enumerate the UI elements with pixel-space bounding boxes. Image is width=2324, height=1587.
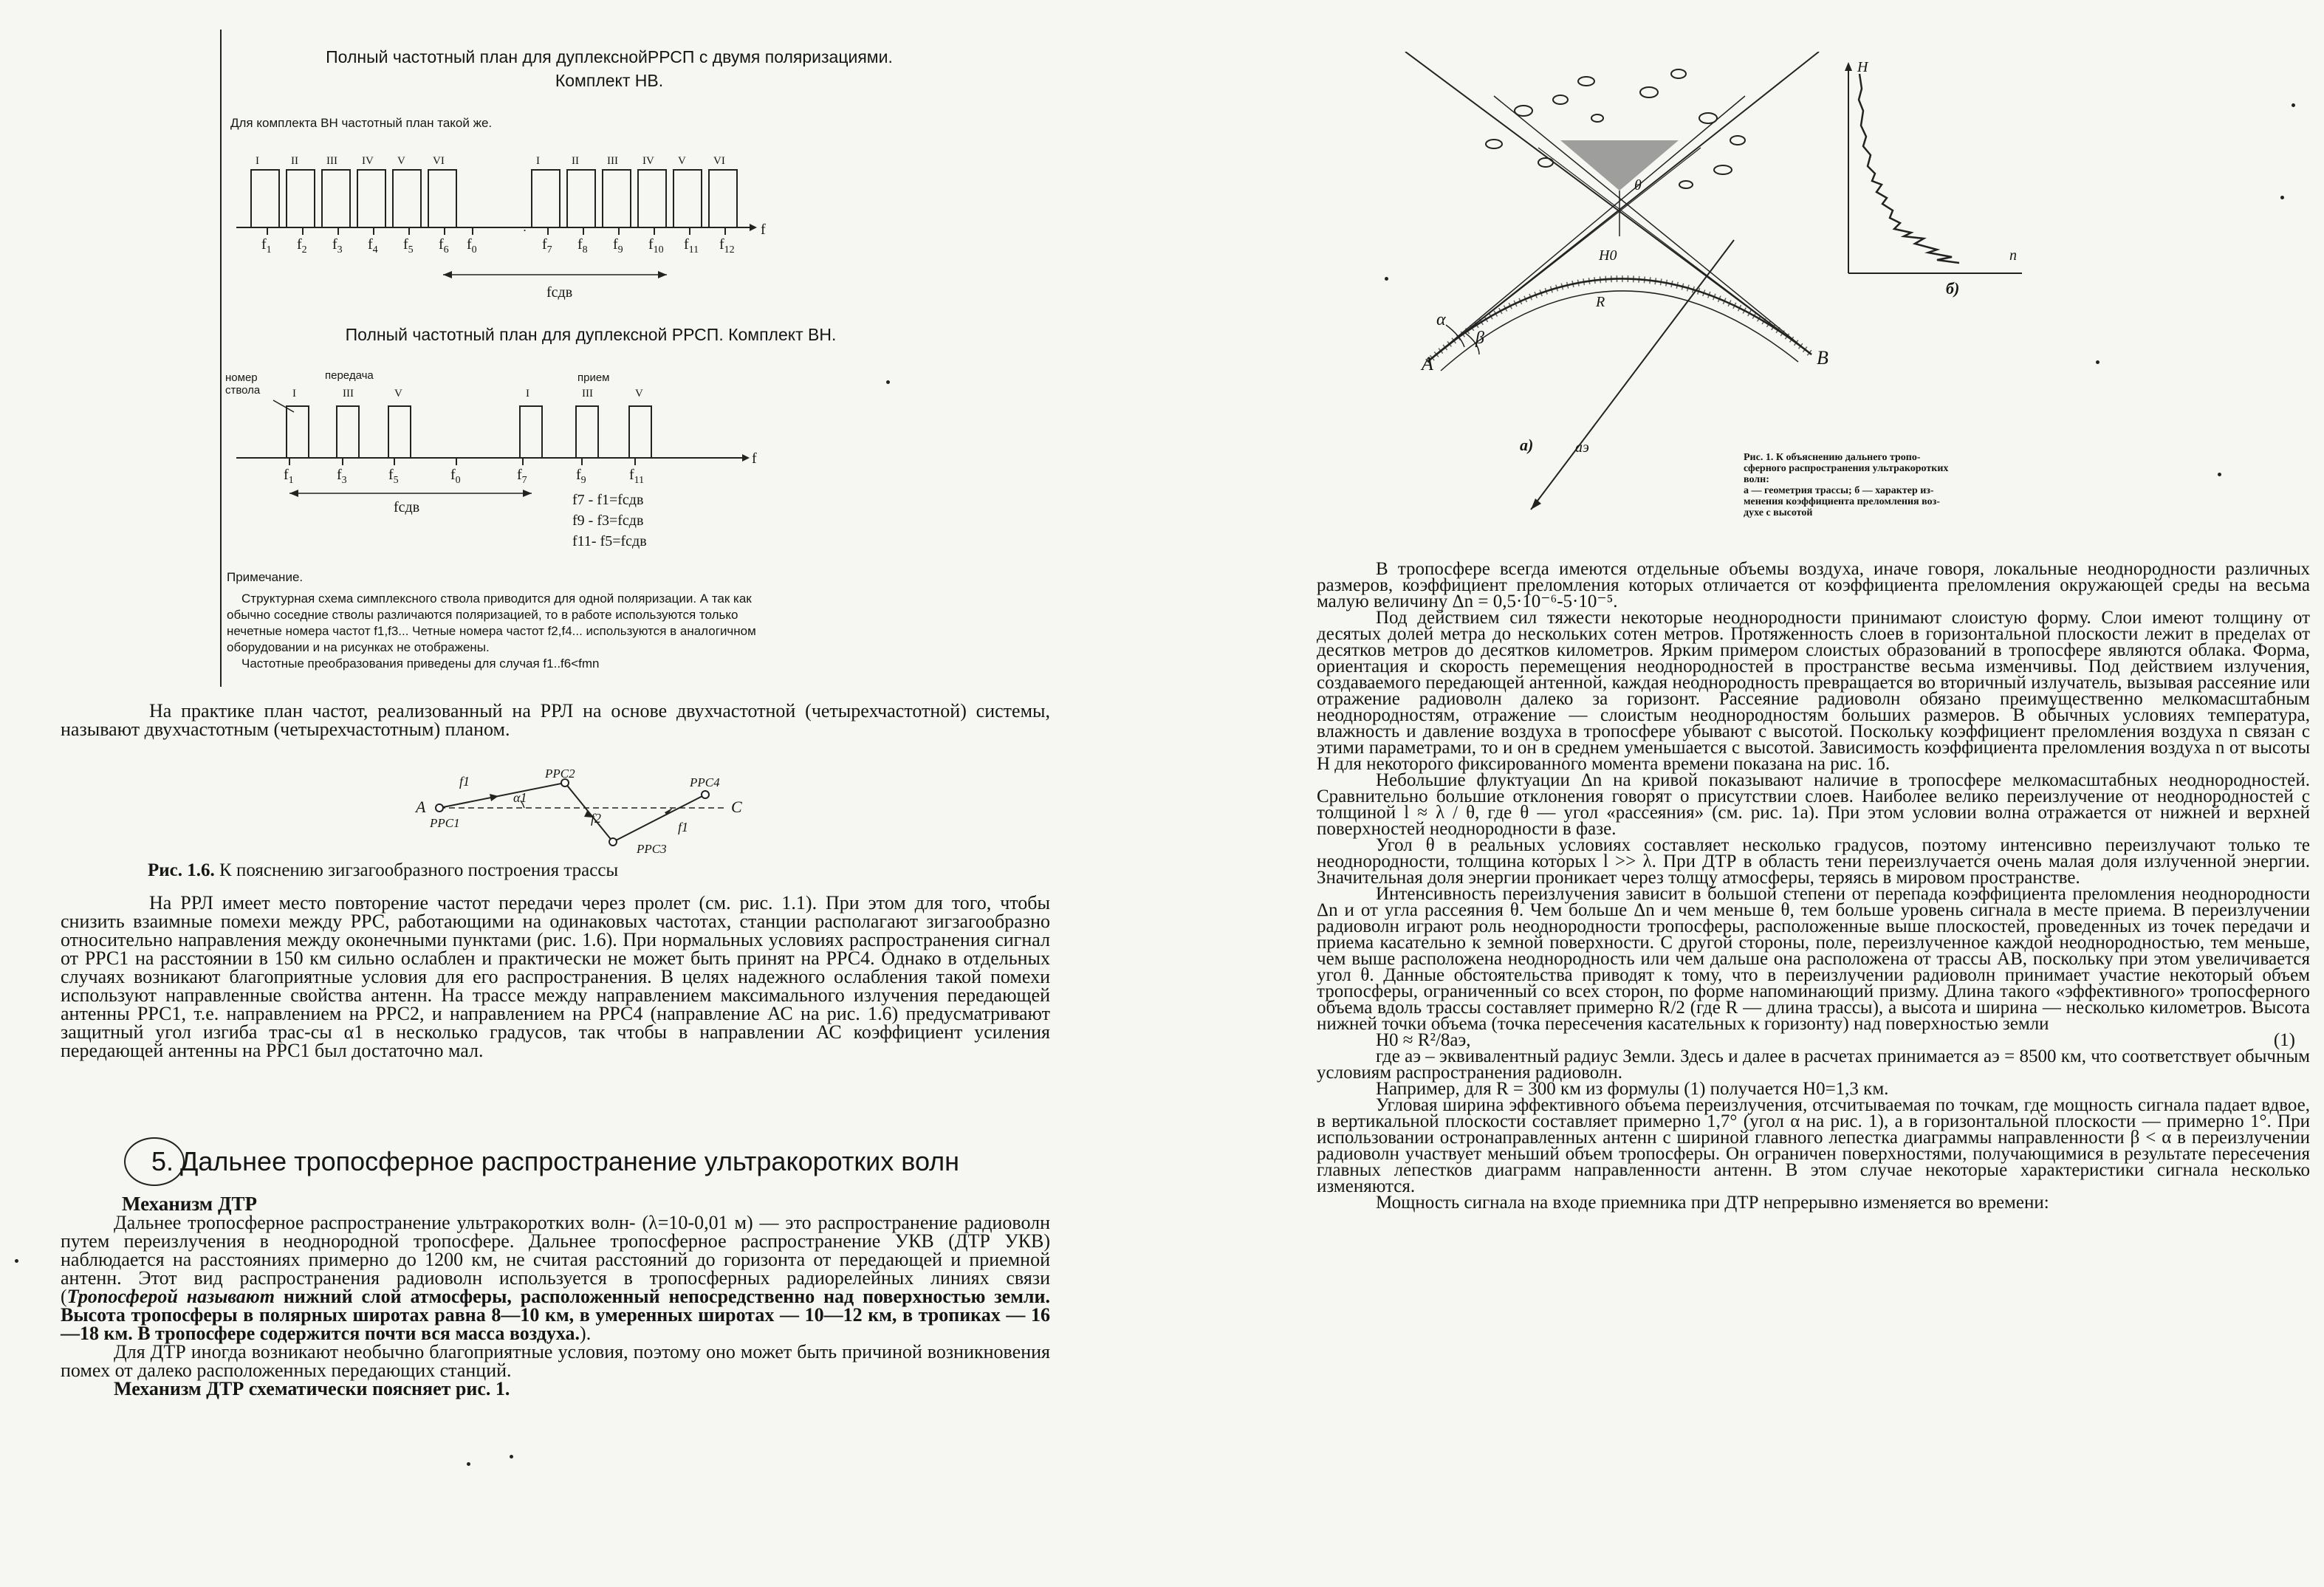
fig16-label-f2: f2 — [591, 811, 602, 826]
fig16-label-f1b: f1 — [678, 820, 689, 834]
plan1-band-label: III — [326, 155, 337, 167]
caption-line: духе с высотой — [1744, 507, 1813, 518]
fig16-label-ppc1: PPC1 — [430, 816, 460, 830]
plan1-band-label: IV — [362, 155, 374, 167]
fig1b-label-H: H — [1857, 59, 1868, 75]
fig1-caption — [1744, 452, 2054, 518]
scan-speck — [2292, 103, 2295, 107]
plan2-channel-bar — [629, 406, 651, 458]
plan1-channel-bar — [567, 170, 595, 227]
plan1-channel-bar — [603, 170, 631, 227]
scan-speck — [886, 380, 890, 384]
fig1a-label-B: B — [1817, 347, 1828, 369]
scan-speck — [2096, 360, 2100, 364]
para-plan: На практике план частот, реализованный на РРЛ на основе двухчастотной (четырехчастотной) системы, называют двухчастотным (четырехчастотным) планом. — [61, 700, 1050, 740]
mech-heading: Механизм ДТР — [122, 1193, 258, 1215]
plan1-band-label: III — [607, 155, 618, 167]
plan1-freq-label: $f_3$ — [332, 236, 343, 256]
scan-speck — [1385, 277, 1388, 281]
plan1-channel-bar — [428, 170, 456, 227]
fig1a-tag: а) — [1520, 436, 1534, 454]
plan1-freq-label: $f_2$ — [297, 236, 307, 256]
fig1b-label-n: n — [2009, 247, 2017, 264]
plan1-freq-label: $f_9$ — [613, 236, 623, 256]
scan-speck — [467, 1462, 470, 1466]
note-line: Частотные преобразования приведены для случая f1..f6<fmn — [241, 657, 600, 671]
note-line: нечетные номера частот f1,f3... Четные номера частот f2,f4... используются в аналогичном — [227, 624, 756, 638]
plan1-title-line1: Полный частотный план для дуплекснойРРСП с двумя поляризациями. — [326, 47, 893, 66]
plan1-channel-bar — [357, 170, 385, 227]
plan2-band-label: III — [343, 388, 354, 400]
plan1-channel-bar — [393, 170, 421, 227]
note-line: Структурная схема симплексного ствола приводится для одной поляризации. А так как — [241, 592, 752, 606]
plan1-axis-f: f — [761, 222, 766, 238]
plan2-label-stvola: ствола — [225, 384, 261, 397]
fig16-label-f1a: f1 — [459, 774, 470, 789]
plan2-eq: f7 - f1=fсдв — [572, 492, 644, 508]
plan1-freq-label: $f_8$ — [577, 236, 588, 256]
fig1a-label-ae: aэ — [1575, 439, 1589, 456]
plan2-label-nomer: номер — [225, 371, 258, 384]
scan-speck — [15, 1259, 18, 1263]
plan1-fsdv-label: fсдв — [546, 284, 573, 301]
para-dtr: Дальнее тропосферное распространение ультракоротких волн- (λ=10-0,01 м) — это распространение радиоволн путем переизлучения в неоднородной тропосфере. Дальнее тропосферное распространение УКВ (ДТР УКВ) наблюдается на расстояниях примерно до 1200 км, не считая расстояний до горизонта от передающей и приемной антенн. Этот вид распространения радиоволн используется в тропосферных радиорелейных линиях связи (Тропосферой называют нижний слой атмосферы, расположенный непосредственно над поверхностью земли. Высота тропосферы в полярных широтах равна 8—10 км, в умеренных широтах — 10—12 км, в тропиках — 16—18 км. В тропосфере содержится почти вся масса воздуха.). Для ДТР иногда возникают необычно благоприятные условия, поэтому оно может быть причиной возникновения помех от далеко расположенных передающих станций. Механизм ДТР схематически поясняет рис. 1. — [61, 1212, 1050, 1399]
plan2-freq-label: $f_9$ — [576, 467, 586, 486]
plan1-channel-bar — [638, 170, 666, 227]
fig1b-tag: б) — [1946, 279, 1960, 298]
plan1-channel-bar — [532, 170, 560, 227]
para-rrl: На РРЛ имеет место повторение частот передачи через пролет (см. рис. 1.1). При этом для того, чтобы снизить взаимные помехи между РРС, работающими на одинаковых частотах, станции располагают зигзагообразно относительно направления между оконечными пунктами (рис. 1.6). При нормальных условиях распространения сигнал от РРС1 на расстоянии в 150 км сильно ослаблен и практически не может быть принят на РРС4. Однако в отдельных случаях возникают благоприятные условия для его распространения. В целях надежного ослабления такой помехи используют направленные свойства антенн. На трассе между направлением максимального излучения передающей антенны РРС1, т.е. направлением на РРС2, и направлением на РРС4 (направление АС на рис. 1.6) предусматривают защитный угол изгиба трас-сы α1 в несколько градусов, так чтобы в направлении АС коэффициент усиления передающей антенны на РРС1 был достаточно мал. — [61, 892, 1050, 1061]
plan1-band-label: V — [678, 155, 686, 167]
plan2-axis-f: f — [752, 450, 757, 467]
fig1a-label-H0: H0 — [1599, 247, 1617, 264]
scan-speck — [2218, 473, 2221, 476]
plan1-band-label: IV — [642, 155, 654, 167]
plan2-label-peredacha: передача — [325, 369, 374, 382]
plan2-eq: f9 - f3=fсдв — [572, 513, 644, 529]
fig1a-label-alpha: α — [1436, 310, 1446, 329]
plan1-freq-label: $f_{11}$ — [684, 236, 699, 256]
plan2-channel-bar — [520, 406, 542, 458]
fig16-caption: Рис. 1.6. К пояснению зигзагообразного построения трассы — [148, 860, 619, 880]
fig16-label-ppc3: PPC3 — [637, 842, 667, 856]
plan2-eq: f11- f5=fсдв — [572, 533, 647, 549]
caption-line: сферного распространения ультракоротких — [1744, 463, 1949, 474]
fig16-label-c: C — [731, 798, 742, 816]
caption-line: менения коэффициента преломления воз- — [1744, 496, 1940, 507]
fig16-label-a: A — [416, 798, 426, 816]
plan2-freq-label: $f_0$ — [450, 467, 461, 486]
fig1a-label-R: R — [1596, 294, 1605, 310]
plan1-freq-label: $f_{12}$ — [719, 236, 735, 256]
note-title: Примечание. — [227, 570, 304, 584]
plan2-freq-label: $f_5$ — [388, 467, 399, 486]
frequency-plan-2-diagram — [222, 384, 768, 524]
caption-line: а — геометрия трассы; б — характер из- — [1744, 485, 1934, 496]
plan1-band-label: II — [291, 155, 298, 167]
plan1-freq-label: $f_{10}$ — [648, 236, 664, 256]
plan2-freq-label: $f_{11}$ — [629, 467, 645, 486]
scan-speck — [510, 1455, 513, 1459]
fig16-label-ppc4: PPC4 — [690, 775, 720, 789]
plan2-label-priem: прием — [577, 371, 610, 384]
section-number: 5. — [151, 1146, 174, 1176]
right-body-text: В тропосфере всегда имеются отдельные объемы воздуха, иначе говоря, локальные неоднородности различных размеров, коэффициент преломления которых отличается от коэффициента преломления окружающей среды на весьма малую величину Δn = 0,5·10⁻⁶-5·10⁻⁵. Под действием сил тяжести некоторые неоднородности принимают слоистую форму. Слои имеют толщину от десятых долей метра до нескольких сотен метров. Протяженность слоев в горизонтальной плоскости лежит в пределах от десятков метров до десятков километров. Ярким примером слоистых образований в тропосфере являются облака. Форма, ориентация и скорость перемещения неоднородностей в пространстве весьма изменчивы. Под действием излучения, создаваемого передающей антенной, каждая неоднородность превращается во вторичный излучатель, вызывая рассеяние или отражение радиоволн далеко за горизонт. Рассеяние радиоволн обязано преимущественно мелкомасштабным неоднородностям, отражение — слоистым неоднородностям больших размеров. В обычных условиях температура, влажность и давление воздуха в тропосфере убывают с высотой. Поскольку коэффициент преломления воздуха n связан с этими параметрами, то и он в среднем уменьшается с высотой. Зависимость коэффициента преломления воздуха n от высоты H для некоторого фиксированного момента времени показана на рис. 1б. Небольшие флуктуации Δn на кривой показывают наличие в тропосфере мелкомасштабных неоднородностей. Сравнительно большие отклонения говорят о присутствии слоев. Наиболее велико переизлучение от неоднородностей с толщиной l ≈ λ / θ, где θ — угол «рассеяния» (см. рис. 1а). При этом условии волна отражается от нижней и верхней поверхностей неоднородности в фазе. Угол θ в реальных условиях составляет несколько градусов, поэтому интенсивно переизлучают только те неоднородности, толщина которых l >> λ. При ДТР в область тени переизлучается очень малая доля излученной энергии. Значительная доля энергии проникает через толщу атмосферы, теряясь в мировом пространстве. Интенсивность переизлучения зависит в большой степени от перепада коэффициента преломления неоднородности Δn и от угла рассеяния θ. Чем больше Δn и чем меньше θ, тем больше уровень сигнала в месте приема. В переизлучении радиоволн играют роль неоднородности тропосферы, расположенные выше плоскостей, проведенных из точек передачи и приема касательно к земной поверхности. С другой стороны, поле, переизлученное каждой неоднородностью, тем меньше, чем выше расположена неоднородность или чем дальше она расположена от трассы AB, поскольку при этом увеличивается угол θ. Данные обстоятельства приводят к тому, что в переизлучении радиоволн принимает участие некоторый объем тропосферы, ограниченный со всех сторон, по форме напоминающий призму. Длина такого «эффективного» тропосферного объема вдоль трассы составляет примерно R/2 (где R — длина трассы), а высота и ширина — несколько километров. Высота нижней точки объема (точка пересечения касательных к горизонту) над поверхностью земли H0 ≈ R²/8aэ, (1) где aэ – эквивалентный радиус Земли. Здесь и далее в расчетах принимается aэ = 8500 км, что соответствует обычным условиям распространения радиоволн. Например, для R = 300 км из формулы (1) получается H0=1,3 км. Угловая ширина эффективного объема переизлучения, отсчитываемая по точкам, где мощность сигнала падает вдвое, в вертикальной плоскости составляет примерно 1,7° (угол α на рис. 1), а в горизонтальной плоскости — примерно 1°. При использовании остронаправленных антенн с шириной главного лепестка диаграммы направленности β < α в переизлучении радиоволн участвует меньший объем тропосферы. Он ограничен поверхностями, получающимися в результате пересечения главных лепестков диаграмм направленности антенн. В этом случае некоторые характеристики сигнала несколько изменяются. Мощность сигнала на входе приемника при ДТР непрерывно изменяется во времени: — [1317, 559, 2310, 1213]
margin-line — [220, 30, 222, 687]
plan1-channel-bar — [673, 170, 702, 227]
fig1a-label-A: A — [1422, 353, 1433, 374]
section-title: Дальнее тропосферное распространение ультракоротких волн — [180, 1146, 960, 1176]
plan2-equations — [572, 490, 647, 552]
plan1-freq-label: $f_5$ — [403, 236, 414, 256]
plan1-note: Для комплекта ВН частотный план такой же. — [230, 116, 493, 130]
plan1-band-label: VI — [433, 155, 445, 167]
fig16-label-ppc2: PPC2 — [545, 767, 575, 781]
plan1-band-label: II — [572, 155, 579, 167]
plan1-band-label: I — [256, 155, 259, 167]
plan2-channel-bar — [388, 406, 411, 458]
note-line: оборудовании и на рисунках не отображены. — [227, 640, 490, 654]
fig16-label-alpha: α1 — [513, 790, 527, 805]
plan1-channel-bar — [709, 170, 737, 227]
plan1-band-label: I — [536, 155, 540, 167]
fig1a-label-beta: β — [1475, 329, 1484, 348]
plan2-fsdv-label: fсдв — [394, 499, 420, 515]
plan2-band-label: III — [582, 388, 593, 400]
plan1-channel-bar — [322, 170, 350, 227]
plan2-band-label: V — [394, 388, 402, 400]
plan2-band-label: I — [526, 388, 529, 400]
plan1-freq-label: $f_6$ — [439, 236, 449, 256]
plan2-band-label: I — [292, 388, 296, 400]
frequency-plan-1-diagram — [222, 148, 768, 310]
plan2-channel-bar — [576, 406, 598, 458]
plan2-freq-label: $f_1$ — [284, 467, 294, 486]
plan1-freq-label: $f_7$ — [542, 236, 552, 256]
svg-text:.: . — [523, 219, 527, 234]
right-page — [1162, 0, 2324, 1587]
plan2-freq-label: $f_3$ — [337, 467, 347, 486]
plan1-title-line2: Комплект НВ. — [555, 71, 664, 90]
plan1-band-label: VI — [713, 155, 725, 167]
plan2-freq-label: $f_7$ — [517, 467, 527, 486]
plan2-title: Полный частотный план для дуплексной РРСП. Комплект ВН. — [345, 325, 837, 344]
figure-1b-refraction-profile — [1841, 59, 2033, 281]
plan1-freq-label: $f_4$ — [368, 236, 378, 256]
plan2-band-label: V — [635, 388, 643, 400]
note-line: обычно соседние стволы различаются поляризацией, то в работе используются только — [227, 608, 738, 622]
plan1-channel-bar — [287, 170, 315, 227]
plan1-band-label: V — [397, 155, 405, 167]
plan1-freq-label: $f_1$ — [261, 236, 272, 256]
scan-speck — [2280, 196, 2284, 199]
note-block — [227, 591, 965, 672]
plan2-channel-bar — [287, 406, 309, 458]
plan2-channel-bar — [337, 406, 359, 458]
caption-line: Рис. 1. К объяснению дальнего тропо- — [1744, 452, 1921, 463]
caption-line: волн: — [1744, 474, 1769, 485]
plan1-freq-label: $f_0$ — [467, 236, 477, 256]
fig1a-label-theta: θ — [1634, 177, 1642, 193]
plan1-channel-bar — [251, 170, 279, 227]
